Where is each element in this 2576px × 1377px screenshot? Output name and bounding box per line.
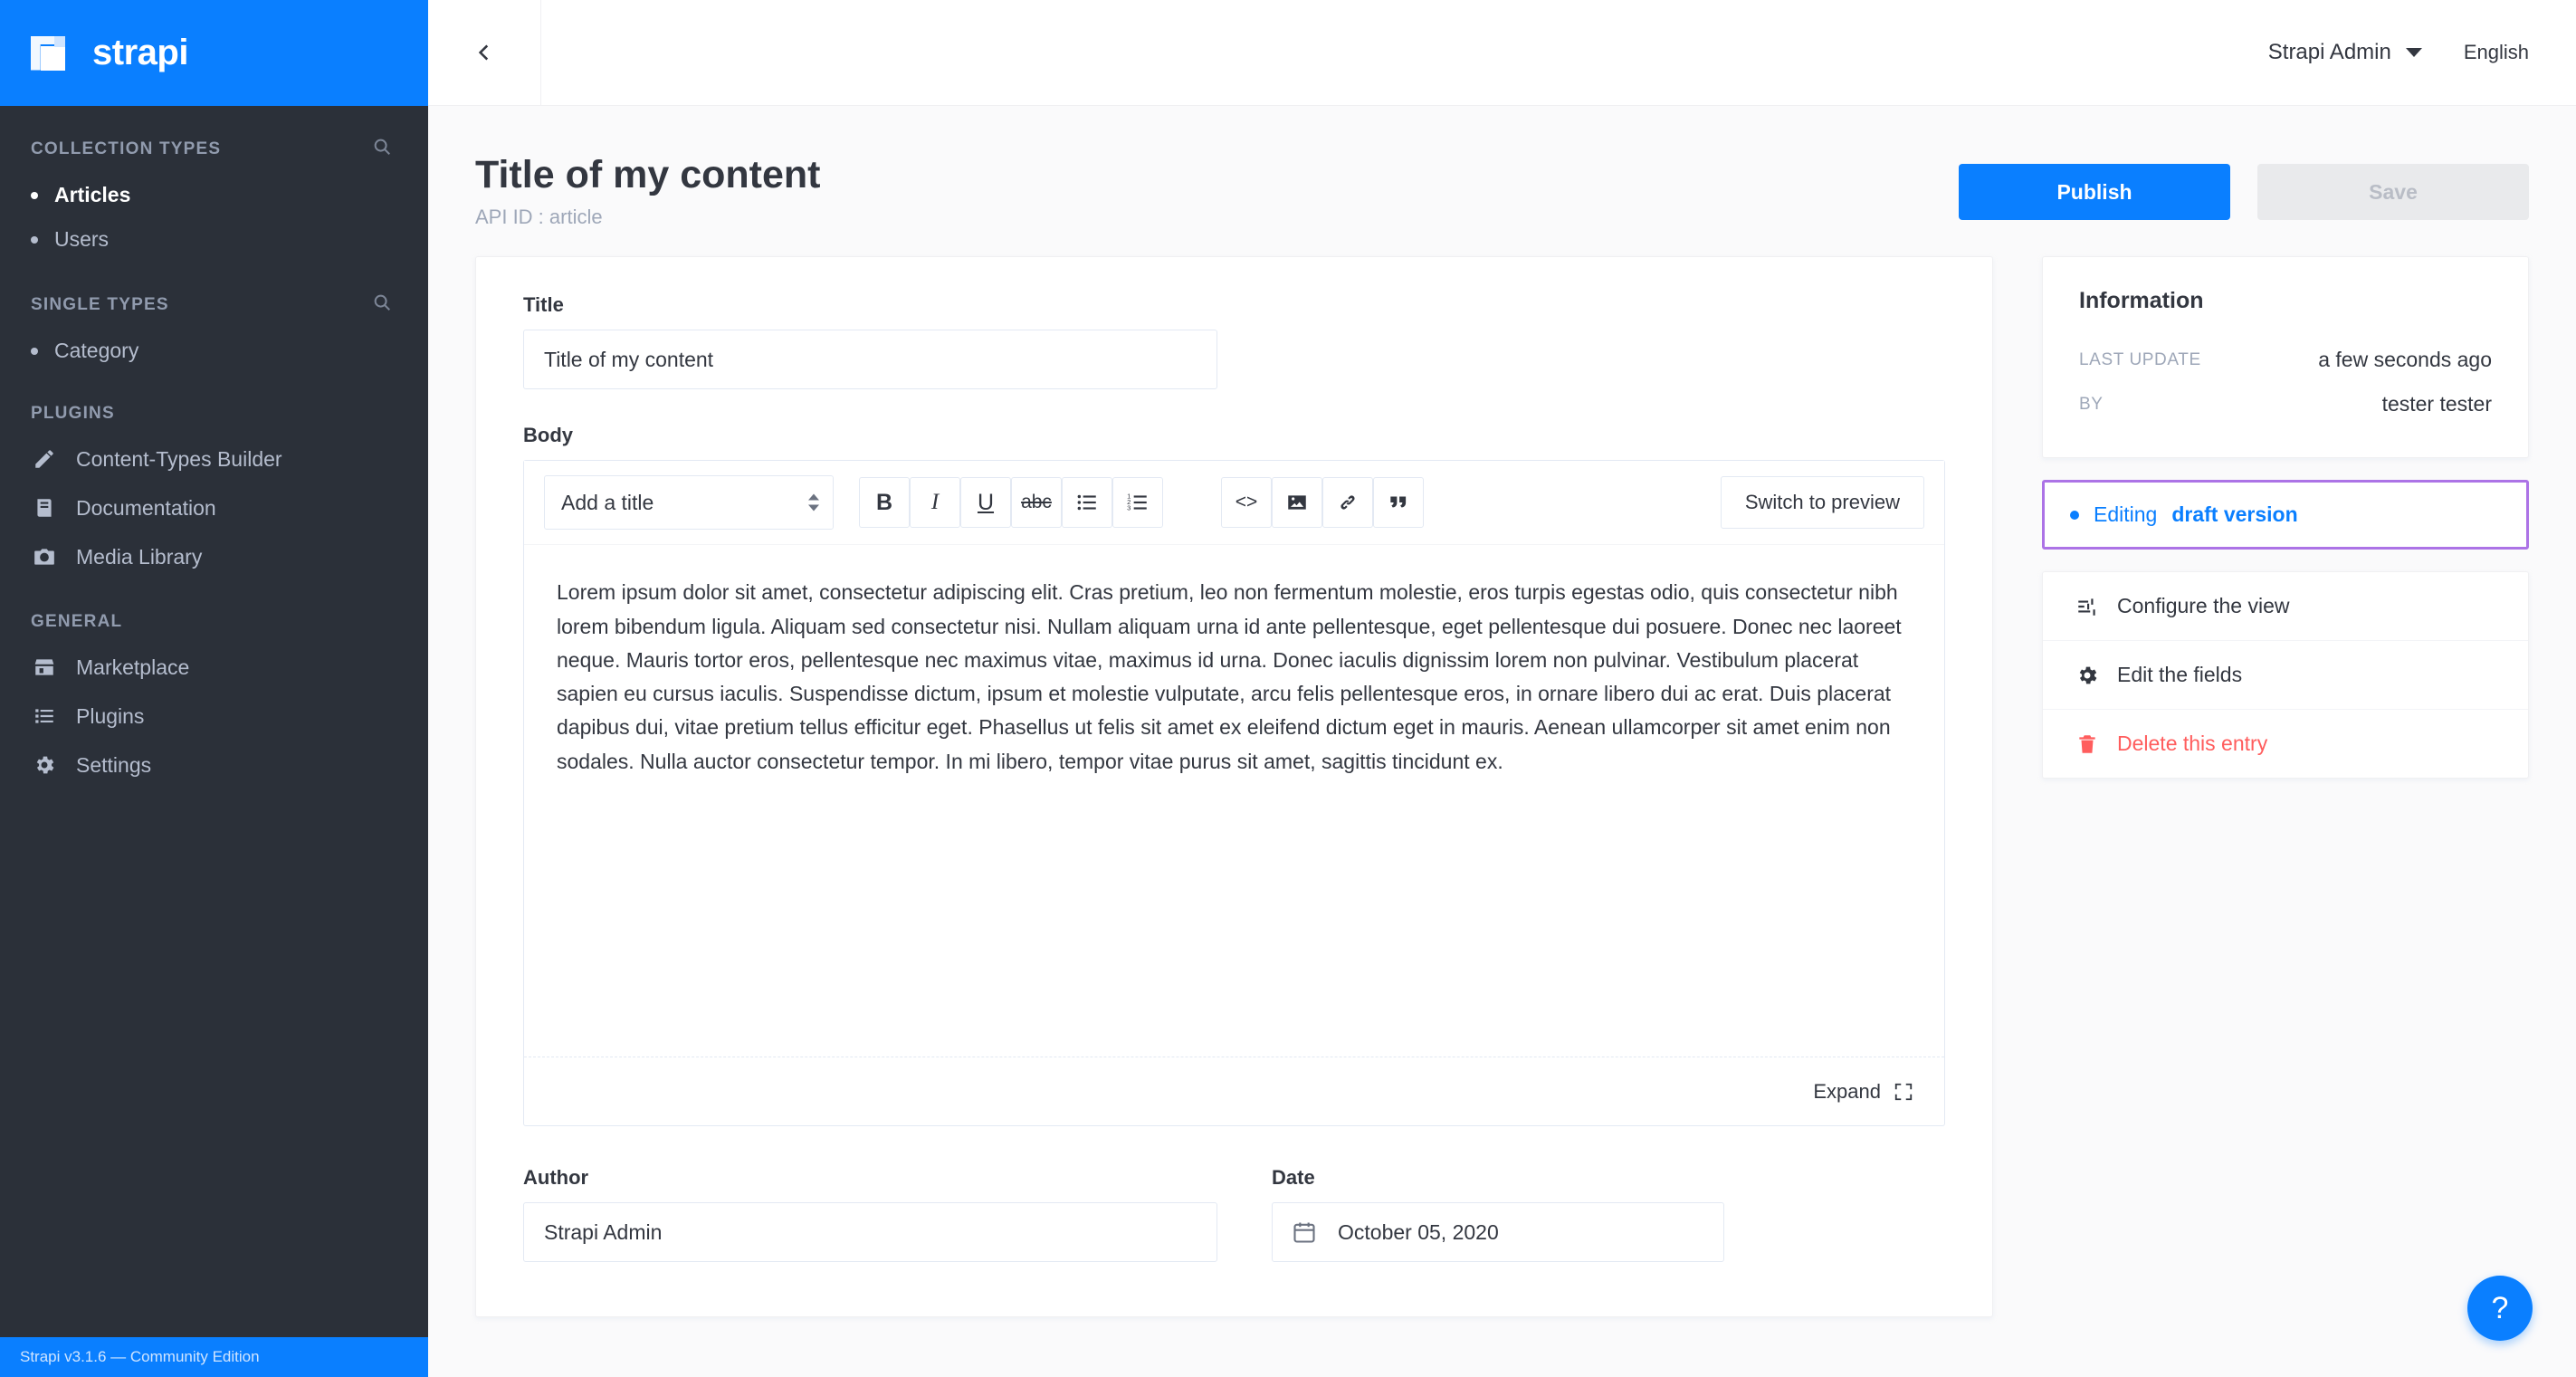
editor-content[interactable]: Lorem ipsum dolor sit amet, consectetur adipiscing elit. Cras pretium, leo non fermentum molestie, eros turpis egestas odio, quis consectetur nibh lorem bibendum ligula. Aliquam sed consectetur nisi. Nullam aliquam urna id ante pellentesque, eget pellentesque dui posuere. Donec nec laoreet neque. Mauris tortor eros, pellentesque nec maximus vitae, maximus id urna. Donec iaculis dignissim lorem non pulvinar. Vestibulum placerat sapien eu cursus iaculis. Suspendisse dictum, ipsum et molestie vulputate, arcu felis pellentesque eros, in ornare libero dui ac erat. Duis placerat dapibus dui, vitae pretium tellus efficitur eget. Phasellus ut felis sit amet ex eleifend dictum eget in mauris. Aenean ullamcorper sit amet enim non sodales. Nulla auctor consectetur tempor. In mi libero, tempor vitae purus sit amet, sagittis tincidunt ex. [557,580,1902,773]
entry-actions-card [2042,571,2529,779]
field-date [1272,1166,1724,1262]
sidebar-item-label: Articles [54,183,131,206]
sidebar-section-single-types [0,262,428,329]
sidebar-version-footer: Strapi v3.1.6 — Community Edition [0,1337,428,1377]
section-title: COLLECTION TYPES [31,139,222,158]
info-value: tester tester [2381,392,2492,416]
title-input[interactable] [523,330,1217,389]
numbered-list-icon[interactable] [1112,477,1163,528]
wysiwyg-editor [523,460,1945,1126]
svg-text:3: 3 [1127,504,1131,513]
configure-the-view-link[interactable] [2043,572,2528,641]
brand-name: strapi [92,33,188,72]
brand-header[interactable] [0,0,428,106]
photo-icon [31,543,58,570]
bullet-icon [31,236,38,244]
image-icon[interactable] [1272,477,1322,528]
info-key: BY [2079,394,2104,414]
date-input[interactable] [1272,1202,1724,1262]
book-icon [31,494,58,521]
api-id-label: API ID : article [475,206,603,229]
sidebar-item-plugins[interactable] [0,692,428,741]
sidebar-item-settings[interactable] [0,741,428,789]
strikethrough-icon[interactable]: abc [1011,477,1062,528]
italic-icon[interactable]: I [910,477,960,528]
main-area [428,0,2576,1377]
publish-button[interactable]: Publish [1959,164,2230,220]
author-input[interactable] [523,1202,1217,1262]
info-row-by [2079,382,2492,426]
back-button[interactable] [428,0,541,106]
bullet-icon [31,348,38,355]
sidebar-item-label: Content-Types Builder [76,446,282,471]
edit-the-fields-link[interactable] [2043,641,2528,710]
switch-to-preview-button[interactable]: Switch to preview [1721,476,1924,529]
svg-text:2: 2 [1127,498,1131,507]
language-selector[interactable]: English [2463,41,2529,63]
admin-menu[interactable] [2268,40,2422,65]
sidebar-item-documentation[interactable] [0,483,428,532]
content-scroll [428,106,2576,1377]
gear-icon [31,751,58,779]
link-label: Delete this entry [2117,732,2268,756]
status-dot-icon [2070,511,2079,520]
info-key: LAST UPDATE [2079,349,2201,369]
author-date-row [523,1166,1945,1262]
quote-icon[interactable] [1373,477,1424,528]
edit-form-card [475,256,1993,1317]
information-card [2042,256,2529,458]
expand-label: Expand [1813,1079,1881,1103]
insert-group [1221,477,1424,528]
sidebar-item-label: Documentation [76,495,216,520]
delete-this-entry-link[interactable] [2043,710,2528,778]
section-title: GENERAL [31,612,123,631]
sidebar-item-label: Media Library [76,544,203,569]
editor-toolbar [524,461,1944,545]
strapi-logo-icon [31,31,76,76]
save-button[interactable]: Save [2257,164,2529,220]
field-body [523,424,1945,1126]
svg-text:1: 1 [1127,492,1131,502]
bullet-icon [31,192,38,199]
expand-icon [1894,1082,1913,1102]
editing-draft-version-toggle[interactable] [2042,480,2529,550]
info-row-last-update [2079,338,2492,382]
page-title: Title of my content [475,153,821,196]
author-label: Author [523,1166,589,1190]
shop-icon [31,654,58,681]
draft-prefix: Editing [2094,502,2158,527]
sidebar [0,0,428,1377]
sidebar-item-content-types-builder[interactable] [0,435,428,483]
sidebar-item-category[interactable] [0,329,428,373]
section-title: PLUGINS [31,404,115,423]
link-label: Edit the fields [2117,663,2243,687]
field-author [523,1166,1217,1262]
header-actions [1959,153,2529,220]
date-label: Date [1272,1166,1315,1190]
code-icon[interactable]: <> [1221,477,1272,528]
bold-icon[interactable]: B [859,477,910,528]
chevron-down-icon [2406,48,2422,57]
text-format-group [859,477,1163,528]
trash-icon [2075,732,2099,756]
sidebar-item-label: Category [54,339,139,362]
body-label: Body [523,424,573,447]
section-title: SINGLE TYPES [31,295,169,314]
title-label: Title [523,293,564,317]
sidebar-item-media-library[interactable] [0,532,428,581]
sidebar-section-plugins [0,373,428,435]
search-icon[interactable] [372,137,392,162]
sidebar-item-label: Users [54,227,110,251]
sidebar-section-general [0,581,428,643]
heading-select[interactable] [544,475,834,530]
page-header [475,106,2529,256]
link-label: Configure the view [2117,594,2290,618]
heading-select-wrapper [544,475,834,530]
calendar-icon [1292,1219,1317,1245]
search-icon[interactable] [372,292,392,318]
sidebar-item-marketplace[interactable] [0,643,428,692]
field-title [523,293,1945,389]
sidebar-item-articles[interactable] [0,173,428,217]
underline-icon[interactable]: U [960,477,1011,528]
info-value: a few seconds ago [2318,348,2492,372]
topbar-right [2268,40,2529,65]
bulleted-list-icon[interactable] [1062,477,1112,528]
list-icon [31,703,58,730]
sidebar-item-label: Plugins [76,703,145,728]
sidebar-item-label: Settings [76,752,152,777]
chevron-left-icon [472,41,496,64]
draft-strong: draft version [2171,502,2298,527]
information-column [2042,256,2529,1317]
pencil-icon [31,445,58,473]
help-button[interactable]: ? [2467,1276,2533,1341]
information-title: Information [2079,288,2204,314]
expand-editor-button[interactable] [524,1057,1944,1125]
link-icon[interactable] [1322,477,1373,528]
sidebar-item-users[interactable] [0,217,428,262]
admin-name: Strapi Admin [2267,40,2391,64]
topbar [428,0,2576,106]
body-grid [475,256,2529,1317]
form-column [475,256,1993,1317]
sidebar-item-label: Marketplace [76,655,190,679]
gear-icon [2075,664,2099,687]
sidebar-section-collection-types [0,106,428,173]
date-input-wrapper [1272,1202,1724,1262]
sliders-icon [2075,595,2099,618]
